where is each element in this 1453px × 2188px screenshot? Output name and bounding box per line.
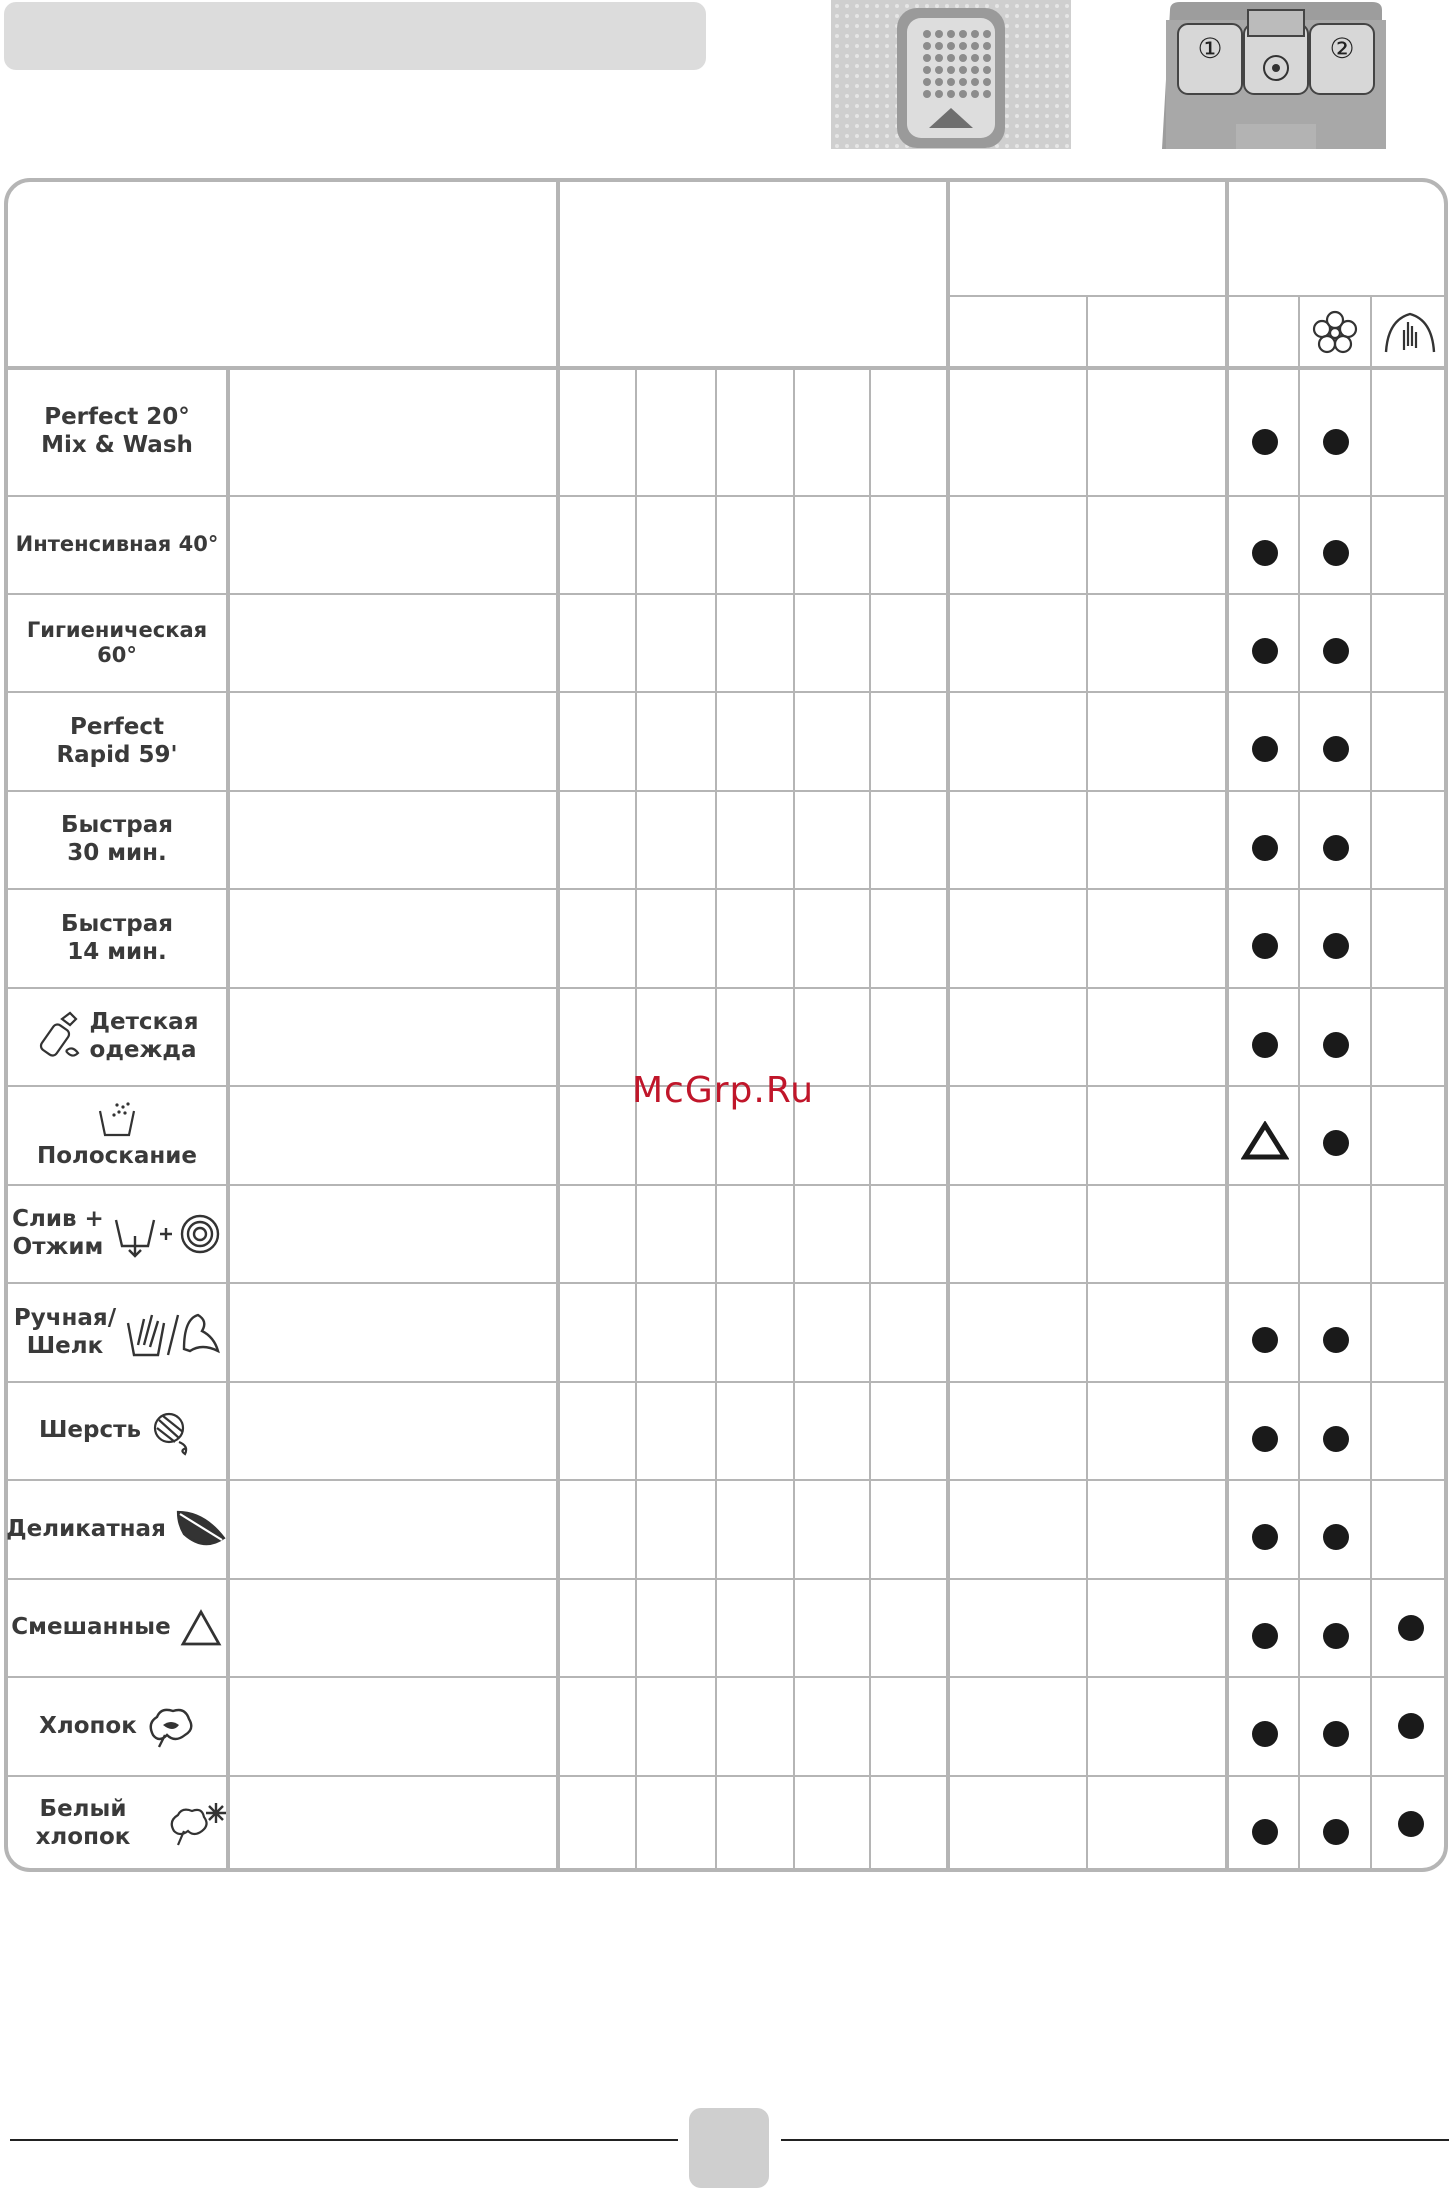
wool-icon: [149, 1406, 195, 1456]
program-name: Хлопок: [39, 1712, 137, 1739]
program-name: Быстрая 14 мин.: [60, 910, 174, 965]
option-dot: [1323, 1819, 1349, 1845]
compartment-2-label: ②: [1329, 32, 1355, 65]
program-label: [6, 1185, 228, 1283]
program-name: Интенсивная 40°: [15, 532, 219, 557]
program-label: [6, 1677, 228, 1776]
program-name: Детская одежда: [89, 1009, 199, 1063]
baby-bottle-icon: [36, 1011, 82, 1063]
drain-spin-icon: [112, 1206, 222, 1262]
option-dot: [1323, 835, 1349, 861]
program-label: [6, 1480, 228, 1579]
footer-rule-right: [781, 2139, 1449, 2141]
option-dot: [1323, 540, 1349, 566]
program-label: [6, 368, 228, 496]
program-name: Гигиеническая 60°: [26, 617, 208, 667]
option-dot: [1252, 1426, 1278, 1452]
program-name: Perfect Rapid 59': [56, 713, 178, 768]
program-name: Perfect 20° Mix & Wash: [41, 404, 193, 458]
program-label: [6, 496, 228, 594]
hand-silk-icon: [124, 1305, 220, 1361]
program-name: Ручная/ Шелк: [13, 1304, 117, 1359]
program-name: Деликатная: [6, 1515, 166, 1542]
option-dot: [1252, 638, 1278, 664]
option-dot: [1252, 1032, 1278, 1058]
footer-rule-left: [10, 2139, 678, 2141]
program-label: [6, 692, 228, 791]
page-number-tab: [689, 2108, 769, 2188]
mixed-triangle-icon: [179, 1608, 223, 1648]
option-dot: [1252, 1623, 1278, 1649]
program-name: Полоскание: [36, 1142, 198, 1169]
program-label: [6, 988, 228, 1086]
feather-icon: [174, 1508, 228, 1552]
option-dot: [1252, 540, 1278, 566]
program-label: [6, 791, 228, 889]
program-label: [6, 594, 228, 692]
option-dot: [1252, 1819, 1278, 1845]
program-label: [6, 1579, 228, 1677]
program-name: Белый хлопок: [35, 1796, 131, 1850]
option-dot: [1323, 1032, 1349, 1058]
flower-icon: [1312, 310, 1358, 360]
rinse-icon: [97, 1101, 137, 1139]
cotton-icon: [145, 1705, 195, 1749]
option-dot: [1398, 1811, 1424, 1837]
option-dot: [1323, 638, 1349, 664]
program-name: Шерсть: [39, 1417, 141, 1444]
hand-icon: [1382, 310, 1438, 360]
option-dot: [1323, 1426, 1349, 1452]
option-triangle: [1241, 1121, 1289, 1165]
option-dot: [1398, 1615, 1424, 1641]
option-dot: [1252, 835, 1278, 861]
watermark: McGrp.Ru: [632, 1070, 815, 1111]
program-name: Смешанные: [11, 1614, 171, 1641]
program-label: [6, 1382, 228, 1480]
program-label: [6, 1776, 228, 1872]
program-name: Быстрая 30 мин.: [60, 812, 174, 866]
compartment-1-label: ①: [1197, 32, 1223, 65]
program-label: [6, 1283, 228, 1382]
program-label: [6, 889, 228, 988]
white-cotton-icon: [168, 1801, 228, 1847]
program-name: Слив + Отжим: [12, 1206, 104, 1260]
option-dot: [1323, 1623, 1349, 1649]
program-label: [6, 1086, 228, 1185]
